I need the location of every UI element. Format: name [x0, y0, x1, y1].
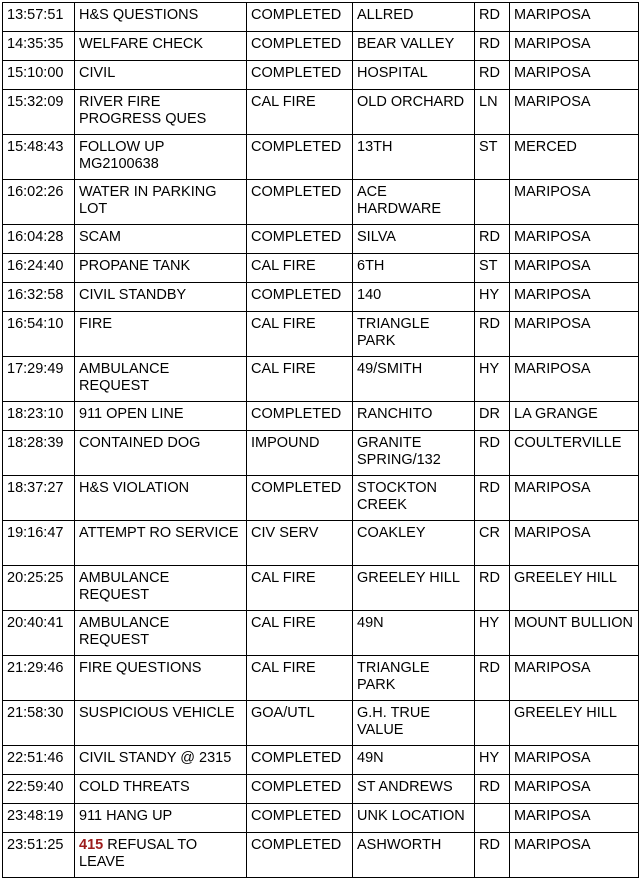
time-cell: 20:40:41: [3, 611, 75, 656]
street-suffix-cell: CR: [475, 521, 510, 566]
table-row: [3, 90, 639, 135]
street-suffix-cell: RD: [475, 32, 510, 61]
disposition-cell: CAL FIRE: [247, 656, 353, 701]
time-cell: 14:35:35: [3, 32, 75, 61]
location-cell: ASHWORTH: [353, 833, 475, 878]
city-cell: MERCED: [510, 135, 639, 180]
city-cell: COULTERVILLE: [510, 431, 639, 476]
call-type-cell: RIVER FIRE PROGRESS QUES: [75, 90, 247, 135]
table-row: [3, 283, 639, 312]
city-cell: MOUNT BULLION: [510, 611, 639, 656]
call-type-cell: SUSPICIOUS VEHICLE: [75, 701, 247, 746]
location-cell: GRANITE SPRING/132: [353, 431, 475, 476]
disposition-cell: COMPLETED: [247, 402, 353, 431]
location-cell: UNK LOCATION: [353, 804, 475, 833]
table-row: [3, 833, 639, 878]
disposition-cell: COMPLETED: [247, 180, 353, 225]
time-cell: 16:54:10: [3, 312, 75, 357]
call-type-cell: AMBULANCE REQUEST: [75, 566, 247, 611]
call-type-cell: 911 HANG UP: [75, 804, 247, 833]
time-cell: 21:58:30: [3, 701, 75, 746]
city-cell: MARIPOSA: [510, 833, 639, 878]
city-cell: GREELEY HILL: [510, 701, 639, 746]
street-suffix-cell: RD: [475, 225, 510, 254]
table-row: [3, 611, 639, 656]
city-cell: MARIPOSA: [510, 61, 639, 90]
location-cell: 49/SMITH: [353, 357, 475, 402]
location-cell: ST ANDREWS: [353, 775, 475, 804]
table-row: [3, 656, 639, 701]
time-cell: 16:24:40: [3, 254, 75, 283]
call-type-cell: 911 OPEN LINE: [75, 402, 247, 431]
time-cell: 21:29:46: [3, 656, 75, 701]
location-cell: TRIANGLE PARK: [353, 312, 475, 357]
disposition-cell: GOA/UTL: [247, 701, 353, 746]
call-type-cell: PROPANE TANK: [75, 254, 247, 283]
table-row: [3, 701, 639, 746]
street-suffix-cell: RD: [475, 431, 510, 476]
table-row: [3, 431, 639, 476]
call-type-text: REFUSAL TO LEAVE: [79, 837, 198, 870]
table-row: [3, 476, 639, 521]
disposition-cell: COMPLETED: [247, 225, 353, 254]
disposition-cell: COMPLETED: [247, 746, 353, 775]
street-suffix-cell: RD: [475, 566, 510, 611]
location-cell: HOSPITAL: [353, 61, 475, 90]
call-log-table: [2, 2, 639, 878]
city-cell: MARIPOSA: [510, 32, 639, 61]
call-type-cell: AMBULANCE REQUEST: [75, 611, 247, 656]
time-cell: 15:32:09: [3, 90, 75, 135]
disposition-cell: COMPLETED: [247, 32, 353, 61]
call-type-cell: CIVIL: [75, 61, 247, 90]
street-suffix-cell: [475, 180, 510, 225]
table-row: [3, 254, 639, 283]
location-cell: BEAR VALLEY: [353, 32, 475, 61]
street-suffix-cell: RD: [475, 656, 510, 701]
table-row: [3, 804, 639, 833]
street-suffix-cell: HY: [475, 283, 510, 312]
time-cell: 15:10:00: [3, 61, 75, 90]
time-cell: 23:51:25: [3, 833, 75, 878]
time-cell: 18:37:27: [3, 476, 75, 521]
time-cell: 15:48:43: [3, 135, 75, 180]
street-suffix-cell: DR: [475, 402, 510, 431]
street-suffix-cell: RD: [475, 476, 510, 521]
location-cell: TRIANGLE PARK: [353, 656, 475, 701]
call-type-cell: FOLLOW UP MG2100638: [75, 135, 247, 180]
time-cell: 20:25:25: [3, 566, 75, 611]
disposition-cell: COMPLETED: [247, 476, 353, 521]
call-type-cell: FIRE QUESTIONS: [75, 656, 247, 701]
city-cell: MARIPOSA: [510, 804, 639, 833]
city-cell: MARIPOSA: [510, 3, 639, 32]
disposition-cell: CAL FIRE: [247, 566, 353, 611]
call-code-badge: 415: [79, 837, 104, 853]
call-type-cell: H&S VIOLATION: [75, 476, 247, 521]
call-type-cell: CIVIL STANDY @ 2315: [75, 746, 247, 775]
city-cell: MARIPOSA: [510, 90, 639, 135]
street-suffix-cell: HY: [475, 357, 510, 402]
street-suffix-cell: RD: [475, 833, 510, 878]
disposition-cell: COMPLETED: [247, 283, 353, 312]
table-row: [3, 357, 639, 402]
city-cell: MARIPOSA: [510, 775, 639, 804]
location-cell: GREELEY HILL: [353, 566, 475, 611]
city-cell: MARIPOSA: [510, 254, 639, 283]
call-type-cell: WATER IN PARKING LOT: [75, 180, 247, 225]
city-cell: MARIPOSA: [510, 656, 639, 701]
table-row: [3, 566, 639, 611]
street-suffix-cell: RD: [475, 61, 510, 90]
disposition-cell: CAL FIRE: [247, 357, 353, 402]
street-suffix-cell: [475, 804, 510, 833]
time-cell: 18:28:39: [3, 431, 75, 476]
table-row: [3, 402, 639, 431]
city-cell: LA GRANGE: [510, 402, 639, 431]
street-suffix-cell: HY: [475, 611, 510, 656]
location-cell: 13TH: [353, 135, 475, 180]
table-row: [3, 312, 639, 357]
street-suffix-cell: LN: [475, 90, 510, 135]
location-cell: RANCHITO: [353, 402, 475, 431]
call-type-cell: CIVIL STANDBY: [75, 283, 247, 312]
disposition-cell: COMPLETED: [247, 775, 353, 804]
disposition-cell: COMPLETED: [247, 804, 353, 833]
table-row: [3, 746, 639, 775]
time-cell: 13:57:51: [3, 3, 75, 32]
location-cell: G.H. TRUE VALUE: [353, 701, 475, 746]
city-cell: MARIPOSA: [510, 521, 639, 566]
call-type-cell: [75, 833, 247, 878]
call-type-cell: SCAM: [75, 225, 247, 254]
table-row: [3, 521, 639, 566]
location-cell: 6TH: [353, 254, 475, 283]
location-cell: ACE HARDWARE: [353, 180, 475, 225]
table-row: [3, 180, 639, 225]
street-suffix-cell: ST: [475, 254, 510, 283]
time-cell: 23:48:19: [3, 804, 75, 833]
time-cell: 18:23:10: [3, 402, 75, 431]
table-row: [3, 3, 639, 32]
city-cell: MARIPOSA: [510, 180, 639, 225]
time-cell: 22:59:40: [3, 775, 75, 804]
call-type-cell: COLD THREATS: [75, 775, 247, 804]
location-cell: OLD ORCHARD: [353, 90, 475, 135]
table-row: [3, 135, 639, 180]
disposition-cell: CAL FIRE: [247, 312, 353, 357]
table-row: [3, 32, 639, 61]
disposition-cell: CIV SERV: [247, 521, 353, 566]
table-row: [3, 775, 639, 804]
street-suffix-cell: RD: [475, 775, 510, 804]
call-type-cell: CONTAINED DOG: [75, 431, 247, 476]
disposition-cell: COMPLETED: [247, 3, 353, 32]
city-cell: MARIPOSA: [510, 476, 639, 521]
call-type-cell: WELFARE CHECK: [75, 32, 247, 61]
location-cell: ALLRED: [353, 3, 475, 32]
table-row: [3, 61, 639, 90]
table-row: [3, 225, 639, 254]
city-cell: MARIPOSA: [510, 312, 639, 357]
disposition-cell: CAL FIRE: [247, 90, 353, 135]
time-cell: 16:02:26: [3, 180, 75, 225]
disposition-cell: COMPLETED: [247, 135, 353, 180]
street-suffix-cell: RD: [475, 3, 510, 32]
time-cell: 22:51:46: [3, 746, 75, 775]
time-cell: 19:16:47: [3, 521, 75, 566]
disposition-cell: COMPLETED: [247, 61, 353, 90]
city-cell: MARIPOSA: [510, 225, 639, 254]
call-type-cell: FIRE: [75, 312, 247, 357]
city-cell: MARIPOSA: [510, 746, 639, 775]
time-cell: 16:04:28: [3, 225, 75, 254]
location-cell: 140: [353, 283, 475, 312]
location-cell: STOCKTON CREEK: [353, 476, 475, 521]
call-type-cell: AMBULANCE REQUEST: [75, 357, 247, 402]
disposition-cell: CAL FIRE: [247, 254, 353, 283]
street-suffix-cell: RD: [475, 312, 510, 357]
disposition-cell: COMPLETED: [247, 833, 353, 878]
disposition-cell: IMPOUND: [247, 431, 353, 476]
city-cell: GREELEY HILL: [510, 566, 639, 611]
location-cell: COAKLEY: [353, 521, 475, 566]
street-suffix-cell: HY: [475, 746, 510, 775]
time-cell: 17:29:49: [3, 357, 75, 402]
call-type-cell: ATTEMPT RO SERVICE: [75, 521, 247, 566]
city-cell: MARIPOSA: [510, 357, 639, 402]
city-cell: MARIPOSA: [510, 283, 639, 312]
disposition-cell: CAL FIRE: [247, 611, 353, 656]
location-cell: 49N: [353, 611, 475, 656]
location-cell: 49N: [353, 746, 475, 775]
location-cell: SILVA: [353, 225, 475, 254]
street-suffix-cell: [475, 701, 510, 746]
time-cell: 16:32:58: [3, 283, 75, 312]
street-suffix-cell: ST: [475, 135, 510, 180]
call-type-cell: H&S QUESTIONS: [75, 3, 247, 32]
